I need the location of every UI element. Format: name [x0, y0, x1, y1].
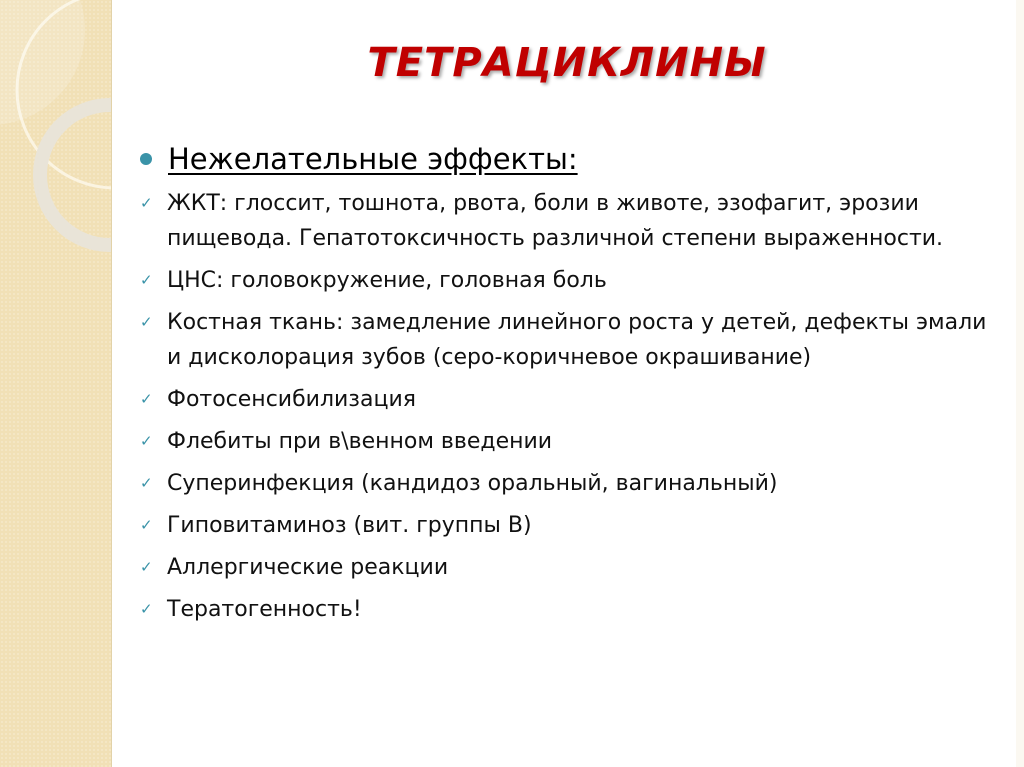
list-item-text: Аллергические реакции: [167, 555, 449, 580]
list-item: [140, 550, 1000, 585]
checkmark-icon: ✓: [140, 432, 153, 450]
decorative-sidebar: [0, 0, 112, 767]
checkmark-icon: ✓: [140, 558, 153, 576]
checkmark-icon: ✓: [140, 390, 153, 408]
checkmark-icon: ✓: [140, 600, 153, 618]
list-item-text: Флебиты при в\венном введении: [167, 429, 553, 454]
list-item-text: Суперинфекция (кандидоз оральный, вагинальный): [167, 471, 778, 496]
list-item-text: ЦНС: головокружение, головная боль: [167, 268, 607, 293]
bullet-dot-icon: [140, 153, 152, 165]
checkmark-icon: ✓: [140, 194, 153, 212]
decorative-circles: [0, 0, 112, 767]
checkmark-icon: ✓: [140, 516, 153, 534]
list-item-text: ЖКТ: глоссит, тошнота, рвота, боли в животе, эзофагит, эрозии пищевода. Гепатотоксичность различной степени выраженности.: [167, 191, 944, 251]
heading-text: Нежелательные эффекты:: [168, 142, 578, 176]
list-item: [140, 263, 1000, 298]
list-item: [140, 305, 1000, 375]
list-item: [140, 382, 1000, 417]
slide-title: ТЕТРАЦИКЛИНЫ: [367, 40, 767, 86]
slide-content: [140, 142, 1000, 634]
list-item-text: Фотосенсибилизация: [167, 387, 416, 412]
list-item: [140, 466, 1000, 501]
list-item: [140, 424, 1000, 459]
list-item: [140, 186, 1000, 256]
checkmark-icon: ✓: [140, 313, 153, 331]
list-item-text: Гиповитаминоз (вит. группы В): [167, 513, 532, 538]
list-item: [140, 508, 1000, 543]
section-heading: [140, 142, 1000, 176]
effects-list: [140, 186, 1000, 627]
checkmark-icon: ✓: [140, 474, 153, 492]
list-item-text: Костная ткань: замедление линейного роста у детей, дефекты эмали и дисколорация зубов (серо-коричневое окрашивание): [167, 310, 987, 370]
right-edge: [1016, 0, 1024, 767]
list-item-text: Тератогенность!: [167, 597, 362, 622]
checkmark-icon: ✓: [140, 271, 153, 289]
list-item: [140, 592, 1000, 627]
